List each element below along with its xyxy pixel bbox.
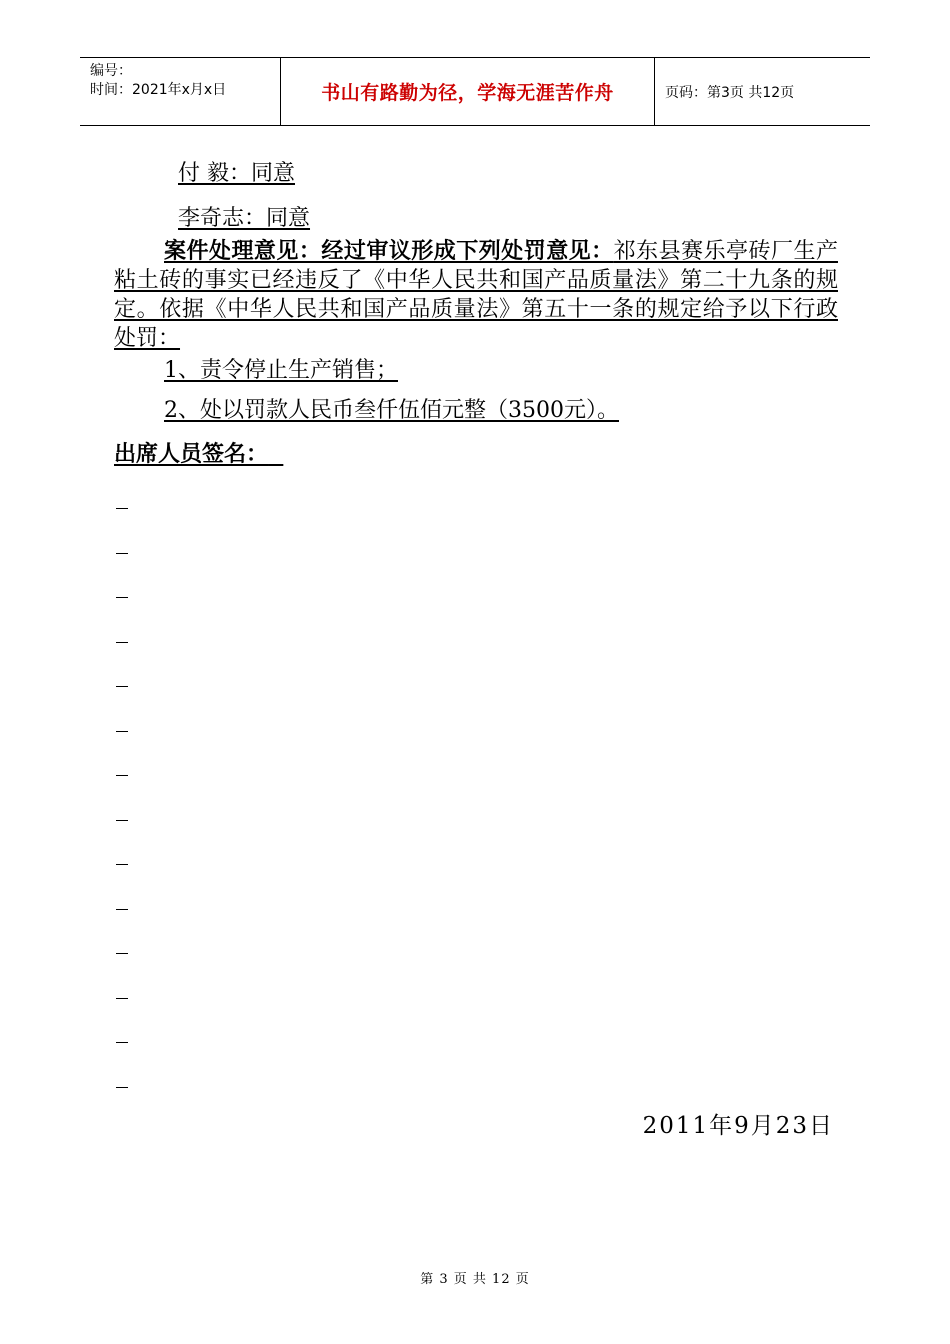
serial-number: 编号：: [90, 63, 132, 79]
header-page-number: 页码：第3页 共12页: [665, 84, 795, 101]
opinion-fu-yi: 付 毅：同意: [178, 161, 295, 186]
signature-line: [116, 775, 128, 776]
signature-line: [116, 731, 128, 732]
decision-paragraph: [114, 237, 838, 353]
signature-line: [116, 553, 128, 554]
signature-title: [114, 440, 283, 469]
signature-line: [116, 597, 128, 598]
signature-line: [116, 1042, 128, 1043]
signature-line: [116, 508, 128, 509]
document-date: 2011年9月23日: [642, 1113, 834, 1139]
document-header: [80, 57, 870, 126]
header-time: 时间：2021年x月x日: [90, 82, 227, 98]
signature-line: [116, 642, 128, 643]
header-meta: [80, 58, 280, 125]
signature-line: [116, 953, 128, 954]
page-footer: 第 3 页 共 12 页: [420, 1272, 530, 1287]
signature-title-text: 出席人员签名：: [114, 442, 269, 467]
signature-line: [116, 909, 128, 910]
penalty-item-1: 1、责令停止生产销售；: [164, 358, 398, 383]
opinion-li-qizhi: 李奇志：同意: [178, 206, 311, 231]
decision-lead: 案件处理意见：经过审议形成下列处罚意见：: [164, 239, 614, 264]
signature-line: [116, 1087, 128, 1088]
signature-line: [116, 998, 128, 999]
signature-line: [116, 820, 128, 821]
decision-body: 祁东县赛乐亭砖厂生产粘土砖的事实已经违反了《中华人民共和国产品质量法》第二十九条的规定。依据《中华人民共和国产品质量法》第五十一条的规定给予以下行政处罚：: [114, 239, 838, 351]
penalty-item-2: 2、处以罚款人民币叁仟伍佰元整（3500元）。: [164, 398, 619, 423]
signature-line: [116, 864, 128, 865]
header-motto: 书山有路勤为径，学海无涯苦作舟: [280, 58, 655, 125]
signature-line: [116, 686, 128, 687]
